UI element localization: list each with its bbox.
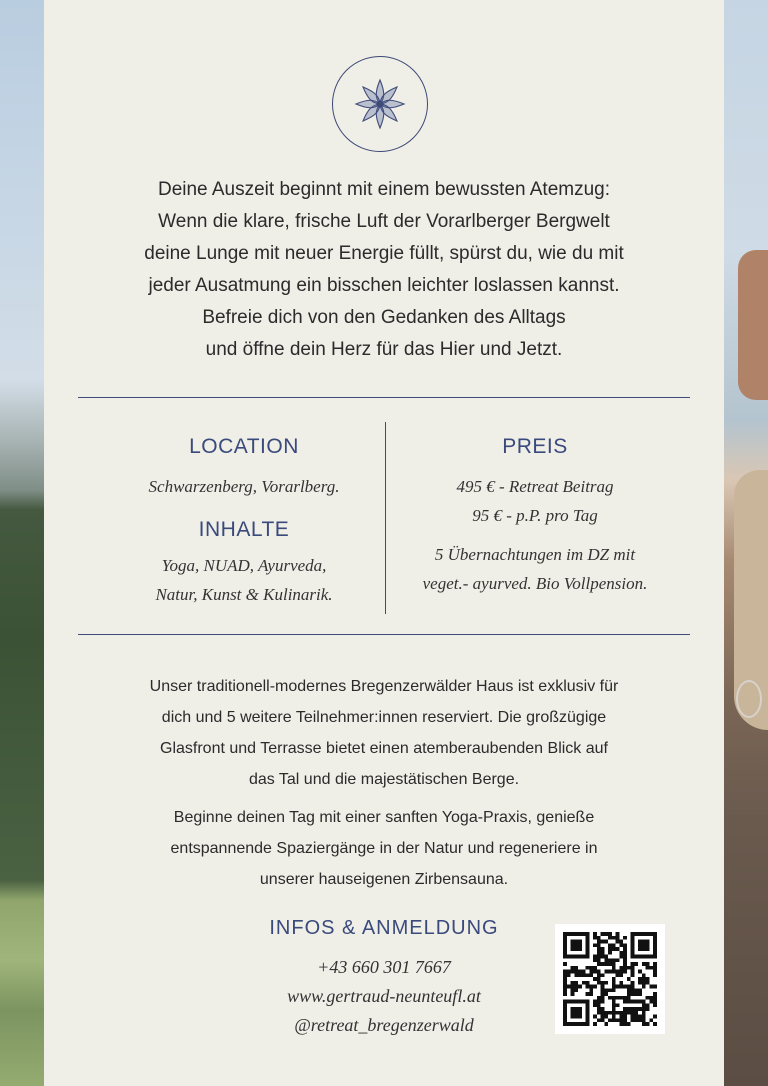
contact-heading: INFOS & ANMELDUNG bbox=[269, 917, 499, 939]
background-photo-left bbox=[0, 0, 44, 1086]
inhalte-line: Natur, Kunst & Kulinarik. bbox=[155, 585, 333, 604]
preis-line: 495 € - Retreat Beitrag bbox=[456, 477, 614, 496]
body-line: Beginne deinen Tag mit einer sanften Yoga-Praxis, genieße bbox=[173, 809, 595, 826]
body-line: Glasfront und Terrasse bietet einen atemberaubenden Blick auf bbox=[160, 740, 608, 757]
house-description bbox=[104, 671, 664, 795]
details-right-column bbox=[390, 432, 680, 598]
divider-top bbox=[78, 397, 690, 398]
inhalte-line: Yoga, NUAD, Ayurveda, bbox=[161, 556, 327, 575]
day-description bbox=[104, 802, 664, 895]
phone-number[interactable]: +43 660 301 7667 bbox=[317, 957, 451, 977]
body-line: entspannende Spaziergänge in der Natur und regeneriere in bbox=[170, 840, 598, 857]
body-line: Unser traditionell-modernes Bregenzerwälder Haus ist exklusiv für bbox=[149, 678, 619, 695]
lotus-star-icon-graphic bbox=[352, 76, 408, 132]
intro-line: und öffne dein Herz für das Hier und Jetzt. bbox=[205, 339, 563, 360]
details-left-column bbox=[100, 432, 388, 609]
accommodation-line: veget.- ayurved. Bio Vollpension. bbox=[422, 574, 648, 593]
background-photo-right bbox=[724, 0, 768, 1086]
preis-heading: PREIS bbox=[502, 435, 568, 458]
divider-bottom bbox=[78, 634, 690, 635]
photo-earring bbox=[736, 680, 762, 718]
lotus-star-icon bbox=[332, 56, 428, 152]
body-line: dich und 5 weitere Teilnehmer:innen reserviert. Die großzügige bbox=[161, 709, 607, 726]
qr-code-graphic bbox=[563, 932, 657, 1026]
flyer-card bbox=[44, 0, 724, 1086]
intro-text bbox=[84, 174, 684, 366]
location-text: Schwarzenberg, Vorarlberg. bbox=[148, 477, 340, 496]
instagram-handle[interactable]: @retreat_bregenzerwald bbox=[294, 1015, 474, 1035]
intro-line: deine Lunge mit neuer Energie füllt, spürst du, wie du mit bbox=[144, 243, 624, 264]
intro-line: jeder Ausatmung ein bisschen leichter loslassen kannst. bbox=[148, 275, 620, 296]
website-link[interactable]: www.gertraud-neunteufl.at bbox=[287, 986, 481, 1006]
body-line: das Tal und die majestätischen Berge. bbox=[248, 771, 520, 788]
intro-line: Deine Auszeit beginnt mit einem bewussten Atemzug: bbox=[157, 179, 611, 200]
qr-code-icon[interactable] bbox=[555, 924, 665, 1034]
location-heading: LOCATION bbox=[189, 435, 299, 458]
accommodation-line: 5 Übernachtungen im DZ mit bbox=[434, 545, 636, 564]
intro-line: Befreie dich von den Gedanken des Alltags bbox=[202, 307, 566, 328]
preis-line: 95 € - p.P. pro Tag bbox=[472, 506, 598, 525]
intro-line: Wenn die klare, frische Luft der Vorarlberger Bergwelt bbox=[158, 211, 610, 232]
photo-arm bbox=[738, 250, 768, 400]
body-line: unserer hauseigenen Zirbensauna. bbox=[259, 871, 509, 888]
inhalte-heading: INHALTE bbox=[198, 518, 290, 541]
contact-block bbox=[234, 913, 534, 1040]
